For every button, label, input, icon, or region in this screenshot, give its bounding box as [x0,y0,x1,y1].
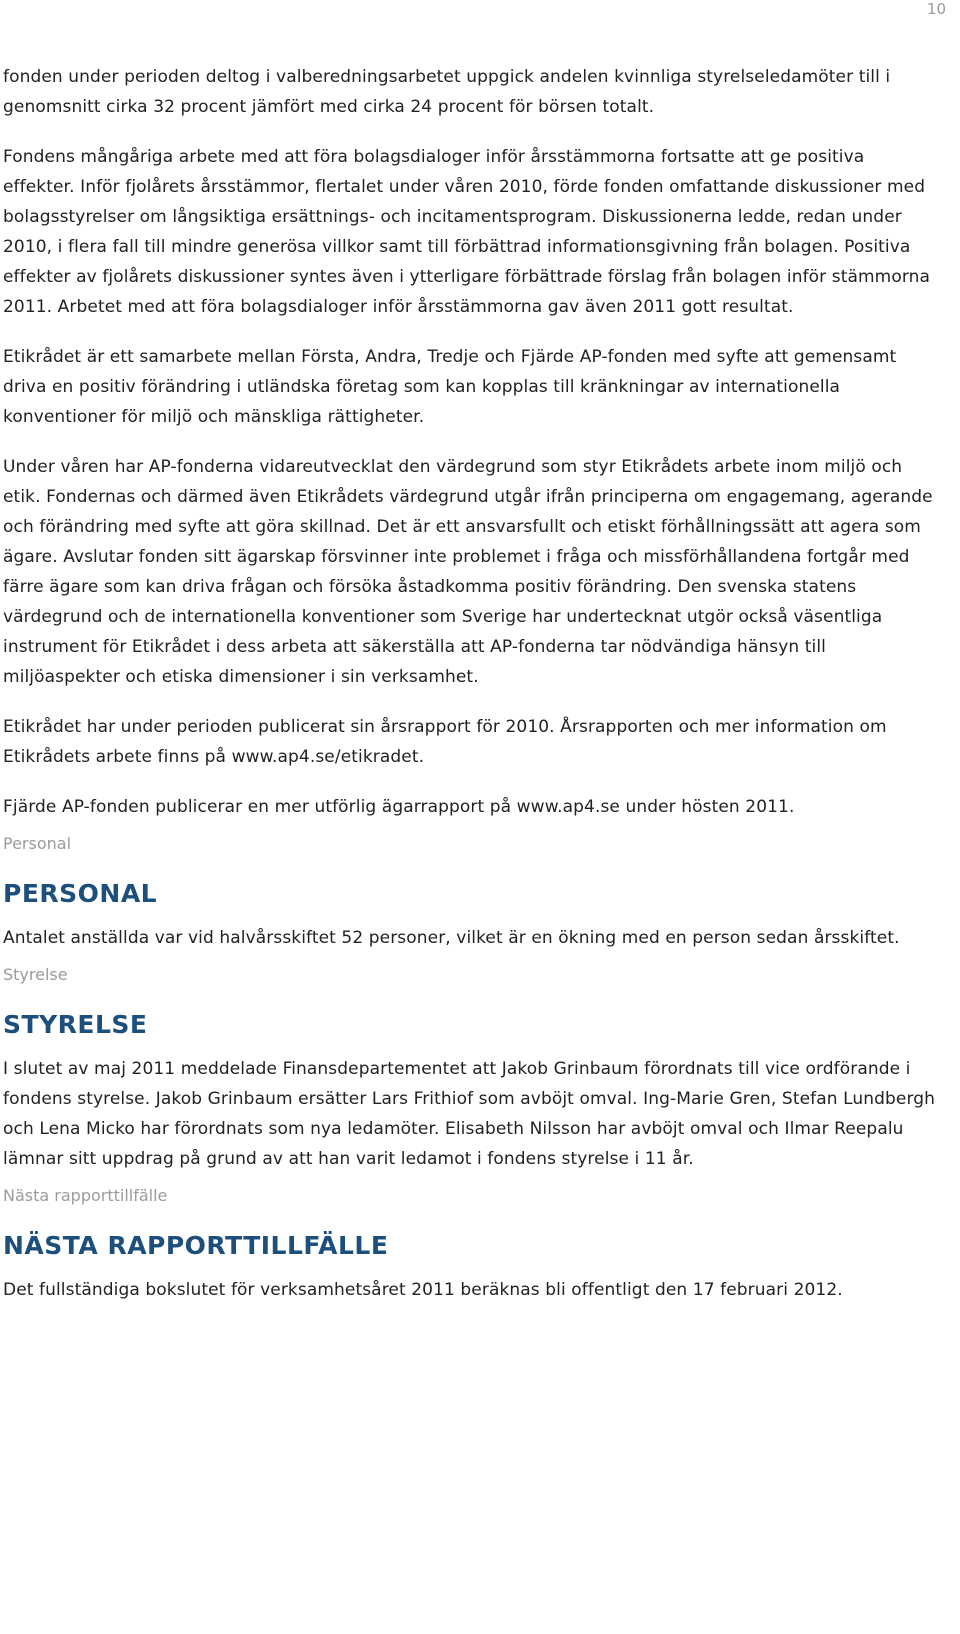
paragraph-personal: Antalet anställda var vid halvårsskiftet 52 personer, vilket är en ökning med en person sedan årsskiftet. [3,928,900,948]
paragraph-ethics-council: Etikrådet är ett samarbete mellan Första, Andra, Tredje och Fjärde AP-fonden med syfte att gemensamt driva en positiv förändring i utländska företag som kan kopplas till kränkningar av internationella konventioner för miljö och mänskliga rättigheter. [3,347,897,427]
section-heading-nasta-rapporttillfalle: NÄSTA RAPPORTTILLFÄLLE [3,1231,389,1260]
section-heading-personal: PERSONAL [3,879,158,908]
section-heading-styrelse: STYRELSE [3,1010,148,1039]
section-label-personal: Personal [3,834,72,853]
paragraph-nasta-rapporttillfalle: Det fullständiga bokslutet för verksamhetsåret 2011 beräknas bli offentligt den 17 februari 2012. [3,1280,843,1300]
document-body [3,62,938,1325]
paragraph-annual-report: Etikrådet har under perioden publicerat sin årsrapport för 2010. Årsrapporten och mer information om Etikrådets arbete finns på www.ap4.se/etikradet. [3,717,887,767]
section-label-nasta-rapporttillfalle: Nästa rapporttillfälle [3,1186,168,1205]
paragraph-board-gender: fonden under perioden deltog i valberedningsarbetet uppgick andelen kvinnliga styrelseledamöter till i genomsnitt cirka 32 procent jämfört med cirka 24 procent för börsen totalt. [3,67,891,117]
paragraph-company-dialogues: Fondens mångåriga arbete med att föra bolagsdialoger inför årsstämmorna fortsatte att ge positiva effekter. Inför fjolårets årsstämmor, flertalet under våren 2010, förde fonden omfattande diskussioner med bolagsstyrelser om långsiktiga ersättnings- och incitamentsprogram. Diskussionerna ledde, redan under 2010, i flera fall till mindre generösa villkor samt till förbättrad informationsgivning från bolagen. Positiva effekter av fjolårets diskussioner syntes även i ytterligare förbättrade förslag från bolagen inför stämmorna 2011. Arbetet med att föra bolagsdialoger inför årsstämmorna gav även 2011 gott resultat. [3,147,930,317]
section-label-styrelse: Styrelse [3,965,68,984]
paragraph-styrelse: I slutet av maj 2011 meddelade Finansdepartementet att Jakob Grinbaum förordnats till vice ordförande i fondens styrelse. Jakob Grinbaum ersätter Lars Frithiof som avböjt omval. Ing-Marie Gren, Stefan Lundbergh och Lena Micko har förordnats som nya ledamöter. Elisabeth Nilsson har avböjt omval och Ilmar Reepalu lämnar sitt uppdrag på grund av att han varit ledamot i fondens styrelse i 11 år. [3,1059,936,1169]
paragraph-value-base: Under våren har AP-fonderna vidareutvecklat den värdegrund som styr Etikrådets arbete inom miljö och etik. Fondernas och därmed även Etikrådets värdegrund utgår ifrån principerna om engagemang, agerande och förändring med syfte att göra skillnad. Det är ett ansvarsfullt och etiskt förhållningssätt att agera som ägare. Avslutar fonden sitt ägarskap försvinner inte problemet i fråga och missförhållandena fortgår med färre ägare som kan driva frågan och försöka åstadkomma positiv förändring. Den svenska statens värdegrund och de internationella konventioner som Sverige har undertecknat utgör också väsentliga instrument för Etikrådet i dess arbeta att säkerställa att AP-fonderna tar nödvändiga hänsyn till miljöaspekter och etiska dimensioner i sin verksamhet. [3,457,933,687]
paragraph-ownership-report: Fjärde AP-fonden publicerar en mer utförlig ägarrapport på www.ap4.se under hösten 2011. [3,797,795,817]
page-number: 10 [926,0,946,18]
